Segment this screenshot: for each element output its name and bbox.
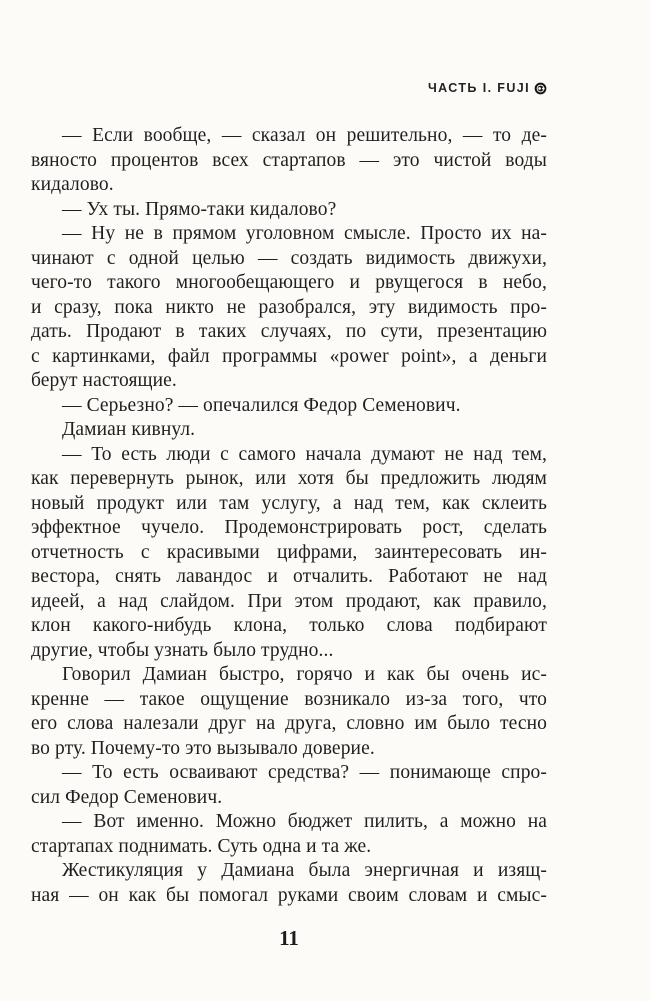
text-line: ная — он как бы помогал руками своим словам и смыс- [31,884,547,906]
paragraph [31,761,547,810]
paragraph [31,859,547,908]
text-line: его слова налезали друг на друга, словно им было тесно [31,713,547,734]
text-line: — То есть осваивают средства? — понимающе спро- [62,762,547,783]
text-line: другие, чтобы узнать было трудно... [31,639,334,661]
text-line: сил Федор Семенович. [31,786,223,808]
text-line: новый продукт или там услугу, а над тем, как склеить [31,492,547,514]
page-number: 11 [279,926,299,950]
text-line: отчетность с красивыми цифрами, заинтересовать ин- [31,541,547,563]
paragraph [31,418,547,443]
text-line: — То есть люди с самого начала думают не над тем, [62,443,547,465]
aperture-icon [534,82,547,95]
text-line: Дамиан кивнул. [62,419,196,440]
text-line: идеей, а над слайдом. При этом продают, как правило, [31,590,547,612]
paragraph [31,810,547,859]
text-line: — Вот именно. Можно бюджет пилить, а можно на [62,811,547,832]
text-line: как перевернуть рынок, или хотя бы предложить людям [31,468,547,489]
text-line: берут настоящие. [31,370,177,391]
paragraph [31,198,547,223]
text-body [31,124,547,908]
paragraph [31,394,547,419]
text-line: кидалово. [31,174,114,195]
paragraph [31,222,547,394]
text-line: — Если вообще, — сказал он решительно, — то де- [62,125,547,146]
text-line: — Ух ты. Прямо-таки кидалово? [62,198,337,220]
text-line: с картинками, файл программы «power point», а деньги [31,345,547,367]
running-head [31,81,547,95]
paragraph [31,443,547,664]
text-line: дать. Продают в таких случаях, по сути, презентацию [31,321,547,342]
paragraph [31,663,547,761]
text-line: Жестикуляция у Дамиана была энергичная и изящ- [62,860,547,881]
text-line: во рту. Почему-то это вызывало доверие. [31,737,375,759]
text-line: чего-то такого многообещающего и рвущегося в небо, [31,272,547,293]
text-line: Говорил Дамиан быстро, горячо и как бы очень ис- [62,664,547,685]
text-line: чинают с одной целью — создать видимость движухи, [31,247,547,269]
text-line: — Ну не в прямом уголовном смысле. Просто их на- [62,223,547,244]
text-line: стартапах поднимать. Суть одна и та же. [31,835,372,857]
running-head-label: ЧАСТЬ I. FUJI [427,81,530,95]
text-line: кренне — такое ощущение возникало из-за того, что [31,688,547,710]
text-line: эффектное чучело. Продемонстрировать рост, сделать [31,517,547,538]
text-line: и сразу, пока никто не разобрался, эту видимость про- [31,296,547,318]
text-line: — Серьезно? — опечалился Федор Семенович. [62,394,461,416]
text-line: вяносто процентов всех стартапов — это чистой воды [31,149,547,171]
paragraph [31,124,547,198]
text-line: клон какого-нибудь клона, только слова подбирают [31,615,547,636]
text-line: вестора, снять лавандос и отчалить. Работают не над [31,566,547,587]
